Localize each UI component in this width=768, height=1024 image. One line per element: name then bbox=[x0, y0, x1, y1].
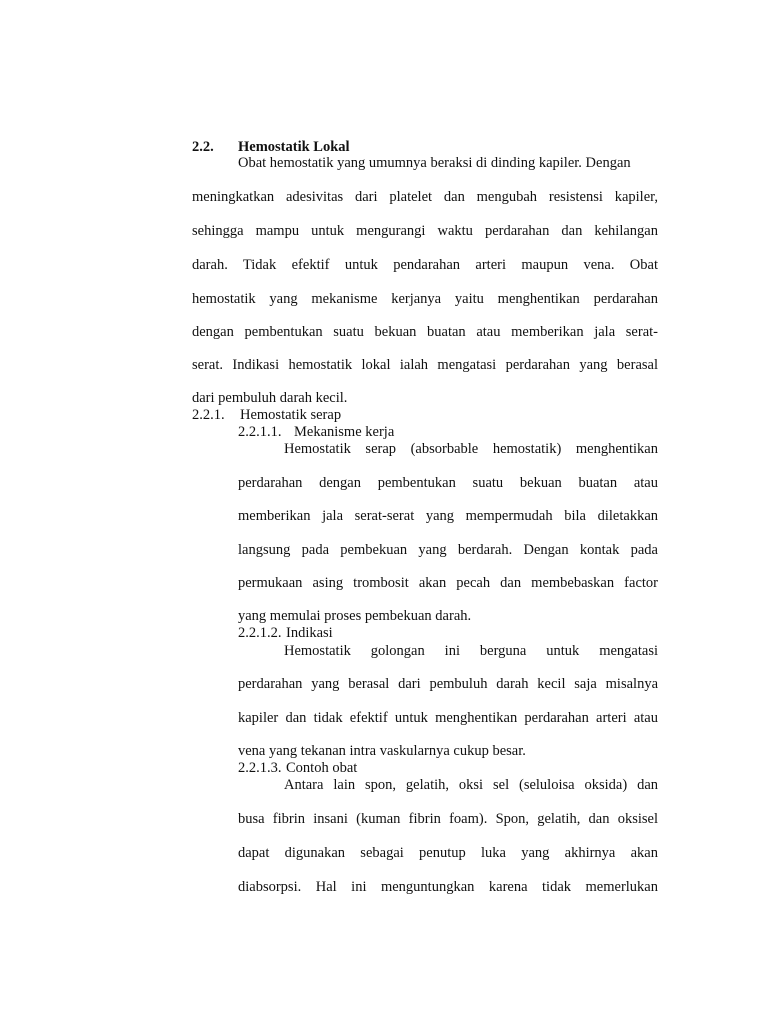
paragraph-line: kapiler dan tidak efektif untuk menghentikan perdarahan arteri atau bbox=[238, 710, 658, 726]
paragraph-line: perdarahan dengan pembentukan suatu bekuan buatan atau bbox=[238, 475, 658, 491]
section-title: Hemostatik Lokal bbox=[238, 139, 350, 155]
paragraph-line: sehingga mampu untuk mengurangi waktu perdarahan dan kehilangan bbox=[192, 223, 658, 239]
paragraph-line: yang memulai proses pembekuan darah. bbox=[238, 608, 472, 624]
paragraph-line: perdarahan yang berasal dari pembuluh darah kecil saja misalnya bbox=[238, 676, 658, 692]
subsubsection-title: Contoh obat bbox=[286, 760, 358, 776]
paragraph-line: diabsorpsi. Hal ini menguntungkan karena tidak memerlukan bbox=[238, 879, 658, 895]
paragraph-line: dengan pembentukan suatu bekuan buatan atau memberikan jala serat- bbox=[192, 324, 658, 340]
paragraph-line: dari pembuluh darah kecil. bbox=[192, 390, 348, 406]
subsubsection-number: 2.2.1.2. bbox=[238, 625, 282, 641]
subsection-heading bbox=[192, 406, 341, 424]
paragraph-line: Obat hemostatik yang umumnya beraksi di dinding kapiler. Dengan bbox=[238, 155, 631, 171]
paragraph-line: permukaan asing trombosit akan pecah dan membebaskan factor bbox=[238, 575, 658, 591]
section-number: 2.2. bbox=[192, 139, 214, 155]
paragraph-line: memberikan jala serat-serat yang mempermudah bila diletakkan bbox=[238, 508, 658, 524]
subsubsection-number: 2.2.1.3. bbox=[238, 760, 282, 776]
subsubsection-number: 2.2.1.1. bbox=[238, 424, 282, 440]
subsubsection-heading bbox=[238, 423, 394, 441]
paragraph-line: Hemostatik golongan ini berguna untuk mengatasi bbox=[284, 643, 658, 659]
paragraph-line: serat. Indikasi hemostatik lokal ialah mengatasi perdarahan yang berasal bbox=[192, 357, 658, 373]
paragraph-line: vena yang tekanan intra vaskularnya cukup besar. bbox=[238, 743, 526, 759]
paragraph-line: Antara lain spon, gelatih, oksi sel (seluloisa oksida) dan bbox=[284, 777, 658, 793]
paragraph-line: Hemostatik serap (absorbable hemostatik) menghentikan bbox=[284, 441, 658, 457]
subsubsection-title: Mekanisme kerja bbox=[294, 424, 395, 440]
subsubsection-heading bbox=[238, 624, 333, 642]
subsubsection-title: Indikasi bbox=[286, 625, 333, 641]
paragraph-line: dapat digunakan sebagai penutup luka yang akhirnya akan bbox=[238, 845, 658, 861]
subsection-title: Hemostatik serap bbox=[240, 407, 342, 423]
paragraph-line: langsung pada pembekuan yang berdarah. Dengan kontak pada bbox=[238, 542, 658, 558]
paragraph-line: hemostatik yang mekanisme kerjanya yaitu menghentikan perdarahan bbox=[192, 291, 658, 307]
subsubsection-heading bbox=[238, 759, 357, 777]
subsection-number: 2.2.1. bbox=[192, 407, 225, 423]
paragraph-line: busa fibrin insani (kuman fibrin foam). Spon, gelatih, dan oksisel bbox=[238, 811, 658, 827]
paragraph-line: darah. Tidak efektif untuk pendarahan arteri maupun vena. Obat bbox=[192, 257, 658, 273]
paragraph-line: meningkatkan adesivitas dari platelet dan mengubah resistensi kapiler, bbox=[192, 189, 658, 205]
